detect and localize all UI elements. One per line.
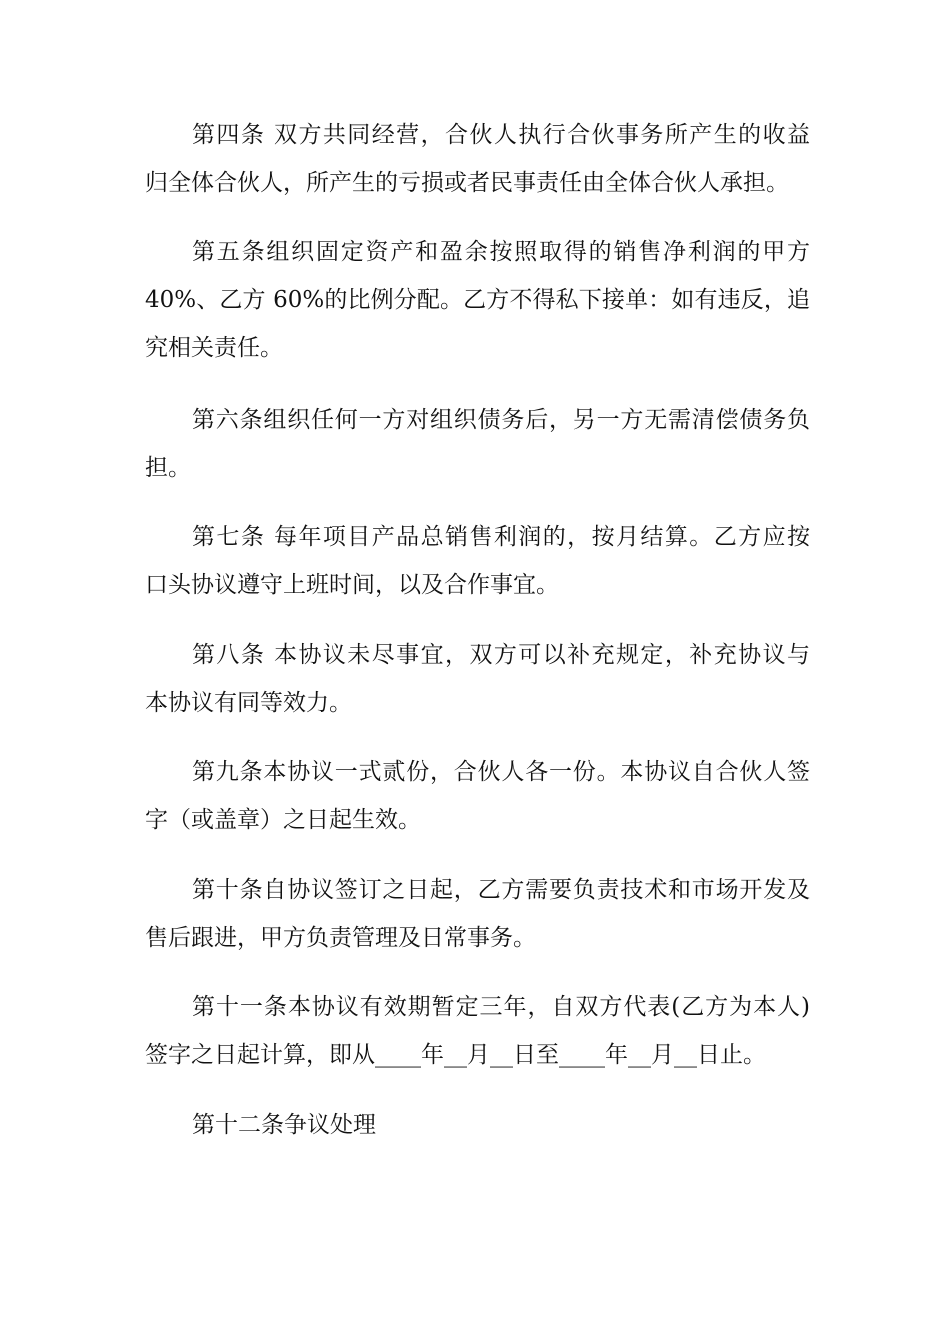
article-10-line-2: 售后跟进，甲方负责管理及日常事务。 — [145, 925, 536, 951]
article-12 — [145, 1101, 810, 1149]
article-5-line-1: 第五条组织固定资产和盈余按照取得的销售净利润的甲方 — [192, 239, 810, 265]
article-8-line-2: 本协议有同等效力。 — [145, 690, 352, 716]
article-11 — [145, 983, 810, 1079]
article-10 — [145, 866, 810, 962]
article-6-line-2: 担。 — [145, 455, 191, 481]
article-10-line-1: 第十条自协议签订之日起，乙方需要负责技术和市场开发及 — [192, 877, 810, 903]
article-4-line-1: 第四条 双方共同经营，合伙人执行合伙事务所产生的收益 — [192, 122, 810, 148]
article-7-line-1: 第七条 每年项目产品总销售利润的，按月结算。乙方应按 — [192, 524, 810, 550]
article-5-line-2: 40%、乙方 60%的比例分配。乙方不得私下接单：如有违反，追 — [145, 287, 810, 313]
article-7 — [145, 513, 810, 609]
article-5-line-3: 究相关责任。 — [145, 335, 283, 361]
article-11-line-2: 签字之日起计算，即从____年__月__日至____年__月__日止。 — [145, 1042, 766, 1068]
article-4-line-2: 归全体合伙人，所产生的亏损或者民事责任由全体合伙人承担。 — [145, 170, 789, 196]
article-4 — [145, 111, 810, 207]
article-12-line-1: 第十二条争议处理 — [192, 1112, 376, 1138]
article-11-line-1: 第十一条本协议有效期暂定三年，自双方代表(乙方为本人) — [192, 994, 810, 1020]
article-7-line-2: 口头协议遵守上班时间，以及合作事宜。 — [145, 572, 559, 598]
article-6 — [145, 396, 810, 492]
article-8-line-1: 第八条 本协议未尽事宜，双方可以补充规定，补充协议与 — [192, 642, 810, 668]
article-9 — [145, 748, 810, 844]
article-9-line-1: 第九条本协议一式贰份，合伙人各一份。本协议自合伙人签 — [192, 759, 810, 785]
article-8 — [145, 631, 810, 727]
article-9-line-2: 字（或盖章）之日起生效。 — [145, 807, 421, 833]
article-6-line-1: 第六条组织任何一方对组织债务后，另一方无需清偿债务负 — [192, 407, 810, 433]
article-5 — [145, 228, 810, 372]
